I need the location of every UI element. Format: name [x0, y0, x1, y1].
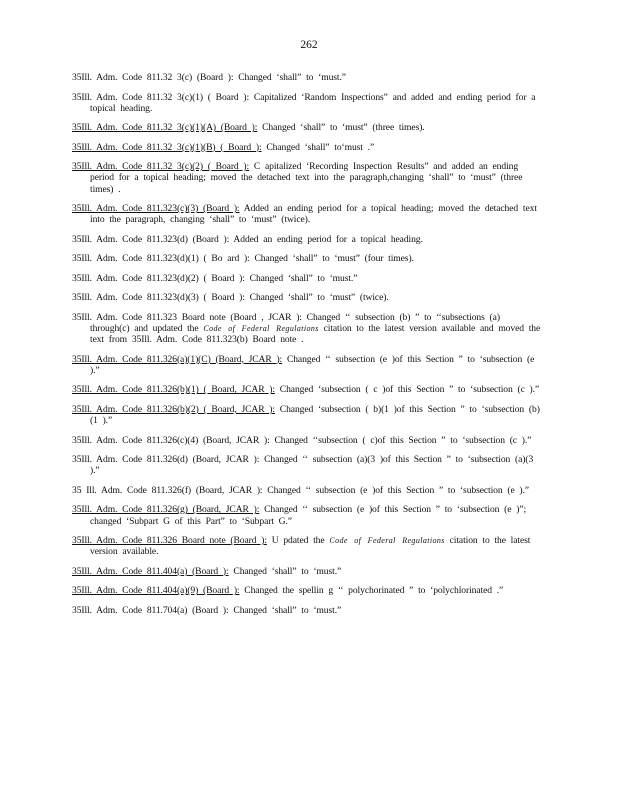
amendment-entry: [72, 292, 542, 303]
entry-citation: 35Ill. Adm. Code 811.326(b)(2) ( Board, JCAR ):: [72, 403, 275, 415]
entry-citation: 35Ill. Adm. Code 811.326(g) (Board, JCAR ):: [72, 504, 260, 516]
amendment-entry: [72, 203, 542, 225]
amendment-entry: [72, 504, 542, 526]
amendment-entry: [72, 566, 542, 577]
entry-citation: 35Ill. Adm. Code 811.32 3(c)(1) ( Board ):: [72, 91, 250, 103]
amendment-entry: [72, 273, 542, 284]
entry-description: Changed ‘shall” to‘must .”: [266, 141, 375, 153]
entry-description: Changed ‘shall” to ‘must” (four times).: [254, 253, 414, 265]
entry-citation: 35Ill. Adm. Code 811.326(a)(1)(C) (Board, JCAR ):: [72, 353, 283, 365]
entry-description-continued: citation to the latest version available.: [90, 535, 531, 558]
amendment-entry: [72, 142, 542, 153]
cfr-title: Code of Federal Regulations: [329, 536, 445, 546]
entry-description: Changed ‘shall” to ‘must.”: [238, 72, 346, 83]
entry-citation: 35Ill. Adm. Code 811.32 3(c)(1)(B) ( Board ):: [72, 141, 262, 153]
entry-citation: 35Ill. Adm. Code 811.323(c)(3) (Board ):: [72, 203, 240, 215]
entry-citation: 35Ill. Adm. Code 811.404(a) (Board ):: [72, 565, 229, 577]
entry-description: U pdated the: [271, 535, 325, 547]
cfr-title: Code of Federal Regulations: [203, 324, 319, 334]
entry-description: Changed ‘shall” to ‘must” (three times).: [262, 122, 425, 134]
entry-citation: 35Ill. Adm. Code 811.32 3(c)(1)(A) (Board ):: [72, 122, 258, 134]
entry-citation: 35Ill. Adm. Code 811.323(d) (Board ):: [72, 233, 230, 245]
entry-citation: 35 Ill. Adm. Code 811.326(f) (Board, JCAR ):: [72, 484, 263, 496]
entry-description: C apitalized ‘Recording Inspection Results” and added an ending period for a topical heading; moved the detached text into the paragraph,changing ‘shall” to ‘must” (three times) .: [90, 161, 523, 195]
entry-citation: 35Ill. Adm. Code 811.326(d) (Board, JCAR ):: [72, 454, 260, 466]
entry-citation: 35Ill. Adm. Code 811.323(d)(3) ( Board ):: [72, 292, 245, 304]
entry-description: Changed ‘‘ subsection (e )of this Section ” to ‘subsection (e ).”: [90, 353, 535, 376]
page-number: 262: [300, 39, 318, 51]
entry-citation: 35Ill. Adm. Code 811.404(a)(9) (Board ):: [72, 585, 240, 597]
entry-citation: 35Ill. Adm. Code 811.326 Board note (Board ):: [72, 535, 267, 547]
entry-description: Capitalized ‘Random Inspections” and added and ending period for a topical heading.: [90, 91, 536, 114]
entry-citation: 35Ill. Adm. Code 811.32 3(c) (Board ):: [72, 72, 234, 83]
entry-description: Changed ‘‘ subsection (e )of this Section ” to ‘subsection (e )”; changed ‘Subpart G of this Part” to ‘Subpart G.”: [90, 504, 527, 527]
amendment-entry: [72, 72, 542, 83]
amendment-entry: [72, 605, 542, 616]
entry-description: Changed ‘subsection ( b)(1 )of this Section ” to ‘subsection (b)(1 ).”: [90, 403, 540, 427]
entry-citation: 35Ill. Adm. Code 811.704(a) (Board ):: [72, 604, 229, 616]
amendment-entry: [72, 312, 542, 346]
entry-citation: 35Ill. Adm. Code 811.326(c)(4) (Board, JCAR ):: [72, 434, 270, 446]
entry-citation: 35Ill. Adm. Code 811.323(d)(2) ( Board ):: [72, 272, 245, 284]
entry-description: Changed the spellin g ‘‘ polychorinated ” to ‘polychlorinated .”: [244, 585, 504, 597]
entry-description: Changed ‘shall” to ‘must” (twice).: [249, 292, 389, 304]
entry-description: Added an ending period for a topical heading.: [233, 233, 423, 245]
entry-description: Changed ‘shall” to ‘must.”: [233, 604, 342, 616]
amendment-list: [72, 72, 542, 624]
entry-description: Added an ending period for a topical heading; moved the detached text into the paragraph, changing ‘shall” to ‘must” (twice).: [90, 203, 537, 226]
amendment-entry: [72, 435, 542, 446]
entry-citation: 35Ill. Adm. Code 811.323 Board note (Board , JCAR ):: [72, 311, 302, 323]
amendment-entry: [72, 234, 542, 245]
entry-description: Changed ‘shall” to ‘must.”: [233, 565, 342, 577]
entry-citation: 35Ill. Adm. Code 811.32 3(c)(2) ( Board ):: [72, 161, 250, 173]
entry-description: Changed ‘‘ subsection (a)(3 )of this Section ” to ‘subsection (a)(3 ).”: [90, 454, 534, 477]
amendment-entry: [72, 454, 542, 476]
amendment-entry: [72, 485, 542, 496]
amendment-entry: [72, 253, 542, 264]
amendment-entry: [72, 92, 542, 114]
entry-description: Changed ‘‘subsection ( c)of this Section ” to ‘subsection (c ).”: [274, 434, 532, 446]
entry-description: Changed ‘‘ subsection (b) ” to ‘‘subsections (a) through(c) and updated the: [90, 311, 500, 335]
amendment-entry: [72, 161, 542, 195]
amendment-entry: [72, 404, 542, 426]
entry-citation: 35Ill. Adm. Code 811.323(d)(1) ( Bo ard ):: [72, 253, 250, 265]
amendment-entry: [72, 585, 542, 596]
entry-description: Changed ‘shall” to ‘must.”: [249, 272, 358, 284]
amendment-entry: [72, 535, 542, 557]
entry-description: Changed ‘‘ subsection (e )of this Section ” to ‘subsection (e ).”: [267, 484, 529, 496]
amendment-entry: [72, 384, 542, 395]
entry-description-continued: citation to the latest version available and moved the text from 35Ill. Adm. Code 811.323(b) Board note .: [90, 323, 541, 346]
entry-description: Changed ‘subsection ( c )of this Section ” to ‘subsection (c ).”: [279, 384, 540, 396]
entry-citation: 35Ill. Adm. Code 811.326(b)(1) ( Board, JCAR ):: [72, 384, 275, 396]
amendment-entry: [72, 354, 542, 376]
amendment-entry: [72, 122, 542, 133]
